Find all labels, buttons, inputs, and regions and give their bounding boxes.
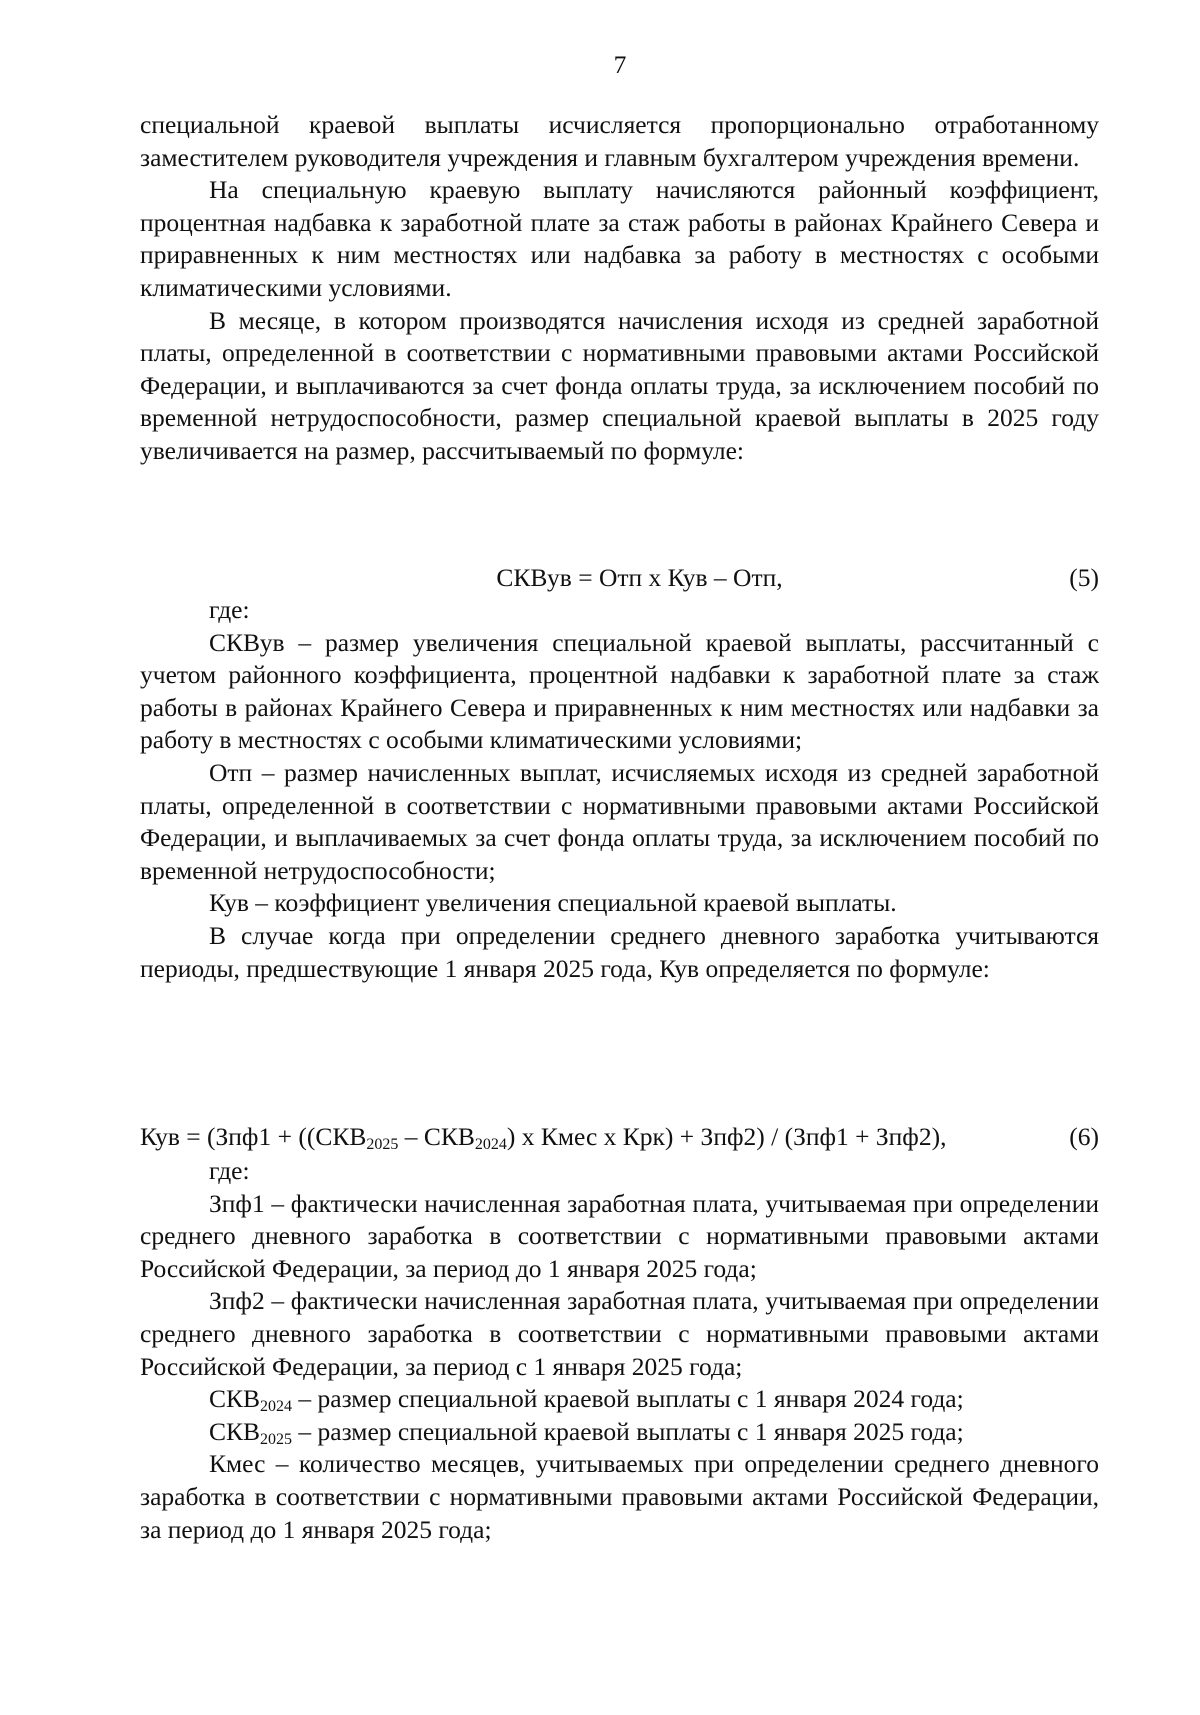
formula-6-number: (6) [1069, 1122, 1099, 1151]
where-label-1: где: [209, 595, 250, 624]
text-block-2 [140, 594, 1099, 985]
paragraph-case-periods: В случае когда при определении среднего дневного заработка учитываются периоды, предшествующие 1 января 2025 года, Кув определяется по формуле: [140, 920, 1099, 983]
definition-otp: Отп – размер начисленных выплат, исчисляемых исходя из средней заработной платы, определенной в соответствии с нормативными правовыми актами Российской Федерации, и выплачиваемых за счет фонда оплаты труда, за исключением пособий по временной нетрудоспособности; [140, 757, 1099, 885]
text-block-3 [140, 1155, 1099, 1546]
definition-kmes: Кмес – количество месяцев, учитываемых при определении среднего дневного заработка в соответствии с нормативными правовыми актами Российской Федерации, за период до 1 января 2025 года; [140, 1449, 1099, 1544]
text-block-1 [140, 109, 1099, 468]
definition-skv2025: $СКВ_{2025}$ – размер специальной краевой выплаты с 1 января 2025 года; [209, 1416, 964, 1448]
formula-5-number: (5) [1069, 563, 1099, 592]
where-label-2: где: [209, 1156, 250, 1185]
definition-skv2024: $СКВ_{2024}$ – размер специальной краевой выплаты с 1 января 2024 года; [209, 1384, 964, 1416]
formula-5-text: СКВув = Отп x Кув – Отп, [496, 563, 783, 592]
paragraph-month-increase: В месяце, в котором производятся начисления исходя из средней заработной платы, определенной в соответствии с нормативными правовыми актами Российской Федерации, и выплачиваются за счет фонда оплаты труда, за исключением пособий по временной нетрудоспособности, размер специальной краевой выплаты в 2025 году увеличивается на размер, рассчитываемый по формуле: [140, 305, 1099, 465]
page-number: 7 [613, 50, 627, 79]
formula-6-text: Кув = ($Зпф1 + ((СКВ_{2025} - СКВ_{2024})$ x Кмес x Крк) + Зпф2) / (Зпф1 + Зпф2), [140, 1122, 947, 1153]
paragraph-coefficients: На специальную краевую выплату начисляются районный коэффициент, процентная надбавка к заработной плате за стаж работы в районах Крайнего Севера и приравненных к ним местностях или надбавка за работу в местностях с особыми климатическими условиями. [140, 175, 1099, 302]
formula-6 [140, 1121, 1099, 1153]
definition-zpf1: Зпф1 – фактически начисленная заработная плата, учитываемая при определении среднего дневного заработка в соответствии с нормативными правовыми актами Российской Федерации, за период до 1 января 2025 года; [140, 1188, 1099, 1283]
definition-kuv: Кув – коэффициент увеличения специальной краевой выплаты. [209, 888, 897, 918]
paragraph-continuation: специальной краевой выплаты исчисляется пропорционально отработанному заместителем руководителя учреждения и главным бухгалтером учреждения времени. [140, 110, 1099, 172]
definition-zpf2: Зпф2 – фактически начисленная заработная плата, учитываемая при определении среднего дневного заработка в соответствии с нормативными правовыми актами Российской Федерации, за период с 1 января 2025 года; [140, 1286, 1099, 1381]
definition-skvuv: СКВув – размер увеличения специальной краевой выплаты, рассчитанный с учетом районного коэффициента, процентной надбавки к заработной плате за стаж работы в районах Крайнего Севера и приравненных к ним местностях или надбавки за работу в местностях с особыми климатическими условиями; [140, 627, 1099, 755]
formula-5 [140, 562, 1099, 594]
